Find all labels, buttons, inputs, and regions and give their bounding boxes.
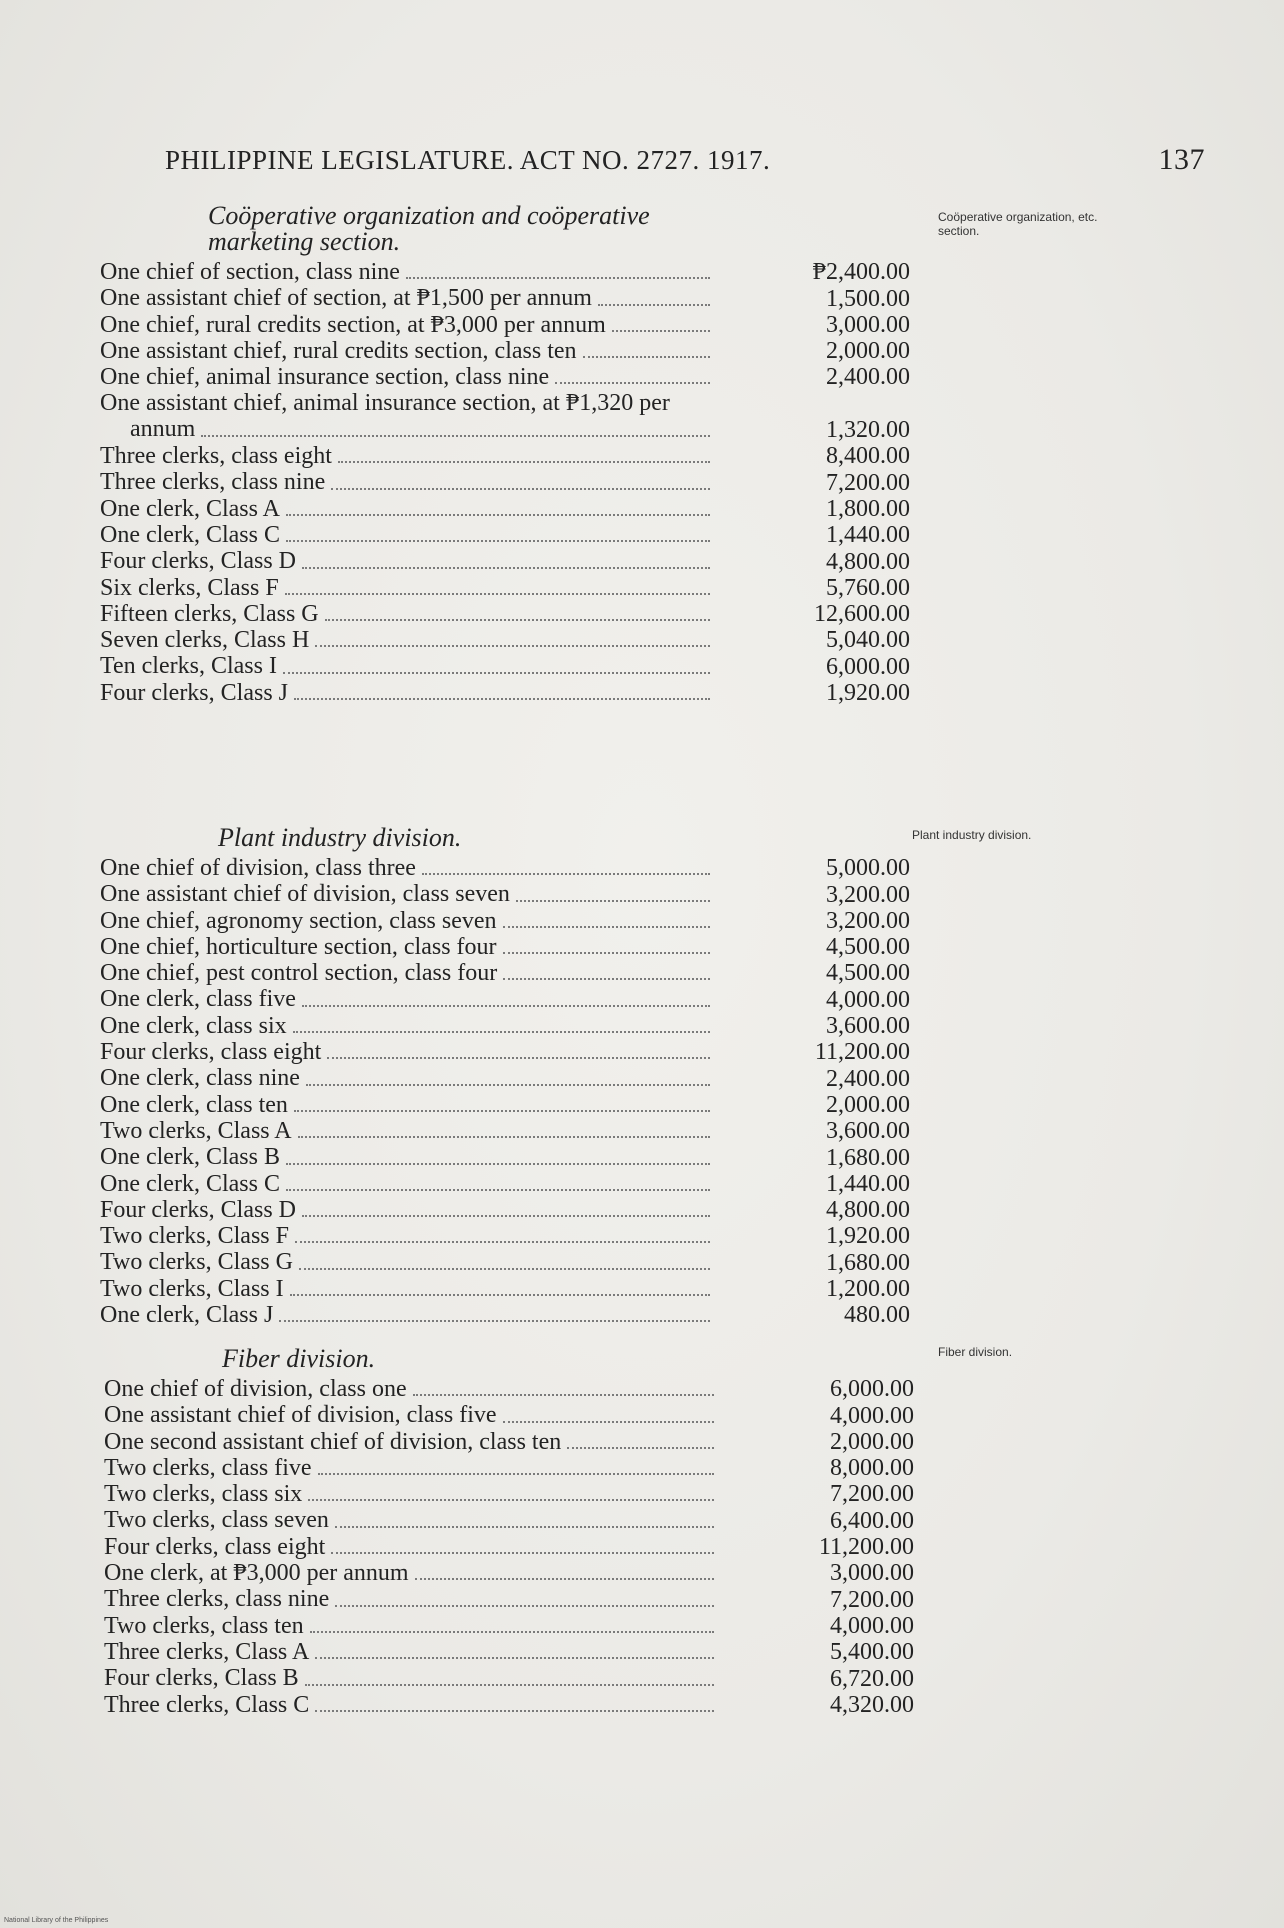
dot-leader bbox=[503, 952, 710, 954]
ledger-item-label: Seven clerks, Class H bbox=[100, 627, 310, 654]
dot-leader bbox=[406, 277, 710, 279]
dot-leader bbox=[305, 1684, 714, 1686]
ledger-row bbox=[104, 1534, 914, 1560]
ledger-row bbox=[100, 908, 910, 934]
ledger-item-label: Two clerks, Class I bbox=[100, 1275, 284, 1302]
ledger-item-label: One chief, horticulture section, class four bbox=[100, 933, 497, 960]
ledger-row bbox=[100, 1171, 910, 1197]
dot-leader bbox=[302, 1005, 710, 1007]
ledger-item-label: Ten clerks, Class I bbox=[100, 653, 277, 680]
ledger-item-label: One clerk, Class B bbox=[100, 1144, 280, 1171]
ledger-item-label: Two clerks, class six bbox=[104, 1481, 303, 1508]
ledger-row bbox=[100, 312, 910, 338]
ledger-item-label: One clerk, Class C bbox=[100, 521, 280, 548]
dot-leader bbox=[331, 488, 710, 490]
ledger-row bbox=[104, 1402, 914, 1428]
dot-leader bbox=[302, 1215, 710, 1217]
ledger-item-label: Two clerks, class ten bbox=[104, 1612, 304, 1639]
ledger-item-label: One clerk, at ₱3,000 per annum bbox=[104, 1560, 409, 1587]
dot-leader bbox=[294, 698, 710, 700]
ledger-item-label: One assistant chief, animal insurance section, at ₱1,320 per annum bbox=[100, 390, 670, 443]
ledger-row bbox=[100, 1092, 910, 1118]
ledger-item-amount: 2,000.00 bbox=[830, 1428, 914, 1455]
ledger-item-amount: 2,000.00 bbox=[826, 338, 910, 365]
dot-leader bbox=[318, 1473, 714, 1475]
ledger-item-label: One clerk, class six bbox=[100, 1012, 287, 1039]
ledger-row bbox=[100, 1144, 910, 1170]
dot-leader bbox=[298, 1136, 710, 1138]
ledger-item-label: One chief of division, class three bbox=[100, 855, 416, 881]
dot-leader bbox=[422, 873, 710, 875]
ledger-item-amount: 480.00 bbox=[844, 1302, 910, 1329]
ledger-row bbox=[100, 1223, 910, 1249]
ledger-row bbox=[100, 285, 910, 311]
ledger-item-label: One clerk, class ten bbox=[100, 1091, 288, 1118]
ledger-row bbox=[100, 627, 910, 653]
ledger-item-label: Four clerks, Class D bbox=[100, 548, 296, 575]
ledger-row bbox=[100, 934, 910, 960]
dot-leader bbox=[338, 461, 710, 463]
ledger-item-amount: 4,800.00 bbox=[826, 548, 910, 575]
ledger-item-amount: 3,200.00 bbox=[826, 881, 910, 908]
ledger-row bbox=[100, 1065, 910, 1091]
dot-leader bbox=[286, 1163, 710, 1165]
ledger-row bbox=[100, 1249, 910, 1275]
dot-leader bbox=[325, 619, 710, 621]
ledger-item-amount: 3,600.00 bbox=[826, 1013, 910, 1040]
ledger-item-label: Three clerks, Class A bbox=[104, 1638, 310, 1665]
dot-leader bbox=[327, 1057, 710, 1059]
ledger-item-label: One clerk, Class A bbox=[100, 495, 280, 522]
ledger-item-label: One chief, agronomy section, class seven bbox=[100, 907, 497, 934]
dot-leader bbox=[315, 645, 710, 647]
ledger-item-amount: 6,000.00 bbox=[830, 1376, 914, 1403]
ledger-row bbox=[104, 1429, 914, 1455]
margin-note-fiber: Fiber division. bbox=[938, 1345, 1013, 1359]
section-heading: Coöperative organization and coöperative marketing section. bbox=[208, 201, 650, 256]
ledger-row bbox=[100, 548, 910, 574]
ledger-item-amount: ₱2,400.00 bbox=[812, 259, 910, 286]
ledger-item-label: Three clerks, class eight bbox=[100, 443, 332, 470]
ledger-item-label: One chief of section, class nine bbox=[100, 259, 400, 285]
ledger-row bbox=[100, 855, 910, 881]
ledger-row bbox=[104, 1665, 914, 1691]
section-heading: Fiber division. bbox=[222, 1344, 376, 1373]
ledger-item-label: Three clerks, Class C bbox=[104, 1691, 310, 1718]
ledger-item-amount: 4,500.00 bbox=[826, 934, 910, 961]
dot-leader bbox=[283, 672, 710, 674]
ledger-row bbox=[104, 1507, 914, 1533]
ledger-row bbox=[100, 960, 910, 986]
ledger-row bbox=[100, 259, 910, 285]
ledger-item-amount: 5,400.00 bbox=[830, 1639, 914, 1666]
ledger-row bbox=[100, 881, 910, 907]
dot-leader bbox=[503, 1421, 714, 1423]
dot-leader bbox=[286, 514, 710, 516]
ledger-item-amount: 1,500.00 bbox=[826, 285, 910, 312]
ledger-item-label: Two clerks, class five bbox=[104, 1454, 312, 1481]
ledger-item-amount: 1,320.00 bbox=[826, 417, 910, 444]
ledger-item-label: One assistant chief of section, at ₱1,500 per annum bbox=[100, 285, 592, 312]
dot-leader bbox=[310, 1631, 714, 1633]
ledger-item-amount: 6,400.00 bbox=[830, 1507, 914, 1534]
dot-leader bbox=[335, 1605, 714, 1607]
ledger-row bbox=[100, 443, 910, 469]
section-rows bbox=[100, 259, 910, 706]
ledger-item-amount: 5,000.00 bbox=[826, 855, 910, 882]
dot-leader bbox=[299, 1268, 710, 1270]
ledger-row bbox=[100, 653, 910, 679]
ledger-item-label: Four clerks, Class D bbox=[100, 1196, 296, 1223]
ledger-row bbox=[100, 1276, 910, 1302]
ledger-row bbox=[100, 575, 910, 601]
ledger-item-amount: 1,920.00 bbox=[826, 680, 910, 707]
ledger-row bbox=[100, 680, 910, 706]
ledger-item-label: Two clerks, Class F bbox=[100, 1223, 289, 1250]
ledger-item-label: One clerk, class five bbox=[100, 986, 296, 1013]
ledger-item-label: Four clerks, class eight bbox=[100, 1039, 322, 1066]
ledger-item-label: Two clerks, Class G bbox=[100, 1249, 293, 1276]
ledger-item-amount: 1,680.00 bbox=[826, 1249, 910, 1276]
dot-leader bbox=[286, 1189, 710, 1191]
ledger-item-amount: 1,680.00 bbox=[826, 1144, 910, 1171]
ledger-item-label: One chief, animal insurance section, class nine bbox=[100, 364, 550, 391]
ledger-item-label: Three clerks, class nine bbox=[104, 1586, 330, 1613]
ledger-item-amount: 4,000.00 bbox=[826, 986, 910, 1013]
dot-leader bbox=[290, 1294, 710, 1296]
dot-leader bbox=[285, 593, 710, 595]
ledger-item-label: Fifteen clerks, Class G bbox=[100, 600, 319, 627]
ledger-row bbox=[100, 496, 910, 522]
dot-leader bbox=[583, 356, 710, 358]
section-fiber bbox=[104, 1346, 914, 1718]
dot-leader bbox=[308, 1499, 714, 1501]
ledger-item-label: Six clerks, Class F bbox=[100, 574, 279, 601]
ledger-row bbox=[104, 1455, 914, 1481]
section-rows bbox=[100, 855, 910, 1328]
ledger-item-amount: 1,440.00 bbox=[826, 1170, 910, 1197]
ledger-item-amount: 7,200.00 bbox=[826, 469, 910, 496]
ledger-item-amount: 2,400.00 bbox=[826, 1065, 910, 1092]
ledger-row bbox=[104, 1481, 914, 1507]
ledger-item-label: One chief, rural credits section, at ₱3,000 per annum bbox=[100, 311, 606, 338]
ledger-row bbox=[100, 338, 910, 364]
dot-leader bbox=[306, 1084, 710, 1086]
ledger-item-label: One clerk, Class J bbox=[100, 1302, 274, 1329]
ledger-item-label: Four clerks, Class B bbox=[104, 1665, 299, 1692]
dot-leader bbox=[201, 435, 710, 437]
dot-leader bbox=[612, 330, 710, 332]
ledger-item-amount: 1,800.00 bbox=[826, 495, 910, 522]
ledger-row bbox=[100, 601, 910, 627]
ledger-item-amount: 8,400.00 bbox=[826, 443, 910, 470]
ledger-item-amount: 2,000.00 bbox=[826, 1091, 910, 1118]
ledger-item-amount: 2,400.00 bbox=[826, 364, 910, 391]
ledger-row bbox=[100, 1039, 910, 1065]
ledger-item-label: One clerk, Class C bbox=[100, 1170, 280, 1197]
dot-leader bbox=[413, 1394, 714, 1396]
ledger-item-amount: 1,920.00 bbox=[826, 1223, 910, 1250]
ledger-item-amount: 7,200.00 bbox=[830, 1586, 914, 1613]
ledger-row bbox=[100, 1118, 910, 1144]
ledger-row bbox=[104, 1692, 914, 1718]
ledger-row bbox=[100, 522, 910, 548]
ledger-item-amount: 3,000.00 bbox=[830, 1560, 914, 1587]
ledger-item-label: One chief of division, class one bbox=[104, 1376, 407, 1402]
ledger-item-amount: 5,760.00 bbox=[826, 574, 910, 601]
dot-leader bbox=[415, 1578, 714, 1580]
ledger-item-amount: 11,200.00 bbox=[814, 1039, 910, 1066]
ledger-row bbox=[104, 1376, 914, 1402]
ledger-row bbox=[100, 1013, 910, 1039]
ledger-item-amount: 8,000.00 bbox=[830, 1455, 914, 1482]
dot-leader bbox=[516, 900, 710, 902]
ledger-item-amount: 4,320.00 bbox=[830, 1691, 914, 1718]
ledger-item-amount: 4,800.00 bbox=[826, 1197, 910, 1224]
ledger-row bbox=[100, 1197, 910, 1223]
ledger-item-label: Two clerks, Class A bbox=[100, 1117, 292, 1144]
ledger-item-label: One assistant chief, rural credits section, class ten bbox=[100, 337, 577, 364]
ledger-item-amount: 1,200.00 bbox=[826, 1276, 910, 1303]
ledger-item-amount: 3,600.00 bbox=[826, 1118, 910, 1145]
dot-leader bbox=[598, 304, 710, 306]
dot-leader bbox=[503, 978, 710, 980]
ledger-item-amount: 4,000.00 bbox=[830, 1402, 914, 1429]
ledger-item-amount: 6,720.00 bbox=[830, 1665, 914, 1692]
ledger-row bbox=[100, 390, 910, 443]
ledger-item-amount: 6,000.00 bbox=[826, 653, 910, 680]
ledger-item-amount: 4,500.00 bbox=[826, 960, 910, 987]
section-cooperative-organization bbox=[100, 203, 910, 706]
dot-leader bbox=[315, 1657, 714, 1659]
ledger-row bbox=[100, 986, 910, 1012]
margin-note-cooperative: Coöperative organization, etc. section. bbox=[938, 210, 1098, 238]
margin-note-plant-industry: Plant industry division. bbox=[912, 828, 1032, 842]
ledger-item-amount: 12,600.00 bbox=[814, 601, 910, 628]
ledger-item-label: One chief, pest control section, class four bbox=[100, 960, 498, 987]
ledger-row bbox=[104, 1560, 914, 1586]
ledger-item-amount: 4,000.00 bbox=[830, 1612, 914, 1639]
ledger-item-amount: 7,200.00 bbox=[830, 1481, 914, 1508]
ledger-row bbox=[100, 1302, 910, 1328]
ledger-item-label: One second assistant chief of division, class ten bbox=[104, 1428, 562, 1455]
dot-leader bbox=[331, 1552, 714, 1554]
dot-leader bbox=[294, 1110, 710, 1112]
section-plant-industry bbox=[100, 825, 910, 1328]
ledger-item-amount: 3,200.00 bbox=[826, 907, 910, 934]
ledger-item-label: One assistant chief of division, class five bbox=[104, 1402, 497, 1429]
dot-leader bbox=[279, 1320, 710, 1322]
ledger-item-amount: 3,000.00 bbox=[826, 311, 910, 338]
ledger-row bbox=[104, 1586, 914, 1612]
running-title: PHILIPPINE LEGISLATURE. ACT NO. 2727. 1917. bbox=[165, 145, 771, 175]
ledger-row bbox=[104, 1613, 914, 1639]
ledger-item-label: Four clerks, Class J bbox=[100, 679, 288, 706]
dot-leader bbox=[555, 382, 710, 384]
ledger-item-amount: 5,040.00 bbox=[826, 627, 910, 654]
library-footer: National Library of the Philippines bbox=[4, 1917, 109, 1924]
dot-leader bbox=[503, 926, 710, 928]
ledger-item-label: One clerk, class nine bbox=[100, 1065, 300, 1092]
dot-leader bbox=[315, 1710, 714, 1712]
dot-leader bbox=[335, 1526, 714, 1528]
dot-leader bbox=[295, 1241, 710, 1243]
ledger-item-label: Three clerks, class nine bbox=[100, 469, 326, 496]
ledger-item-label: Four clerks, class eight bbox=[104, 1533, 326, 1560]
ledger-row bbox=[100, 364, 910, 390]
running-head bbox=[165, 145, 1205, 185]
ledger-item-amount: 1,440.00 bbox=[826, 522, 910, 549]
section-rows bbox=[104, 1376, 914, 1718]
dot-leader bbox=[286, 540, 710, 542]
page-number: 137 bbox=[1158, 143, 1205, 176]
dot-leader bbox=[293, 1031, 710, 1033]
dot-leader bbox=[567, 1447, 714, 1449]
ledger-item-amount: 11,200.00 bbox=[818, 1534, 914, 1561]
ledger-item-label: One assistant chief of division, class seven bbox=[100, 881, 510, 908]
dot-leader bbox=[302, 567, 710, 569]
ledger-item-label: Two clerks, class seven bbox=[104, 1507, 329, 1534]
section-heading: Plant industry division. bbox=[218, 823, 462, 852]
ledger-row bbox=[100, 469, 910, 495]
ledger-row bbox=[104, 1639, 914, 1665]
